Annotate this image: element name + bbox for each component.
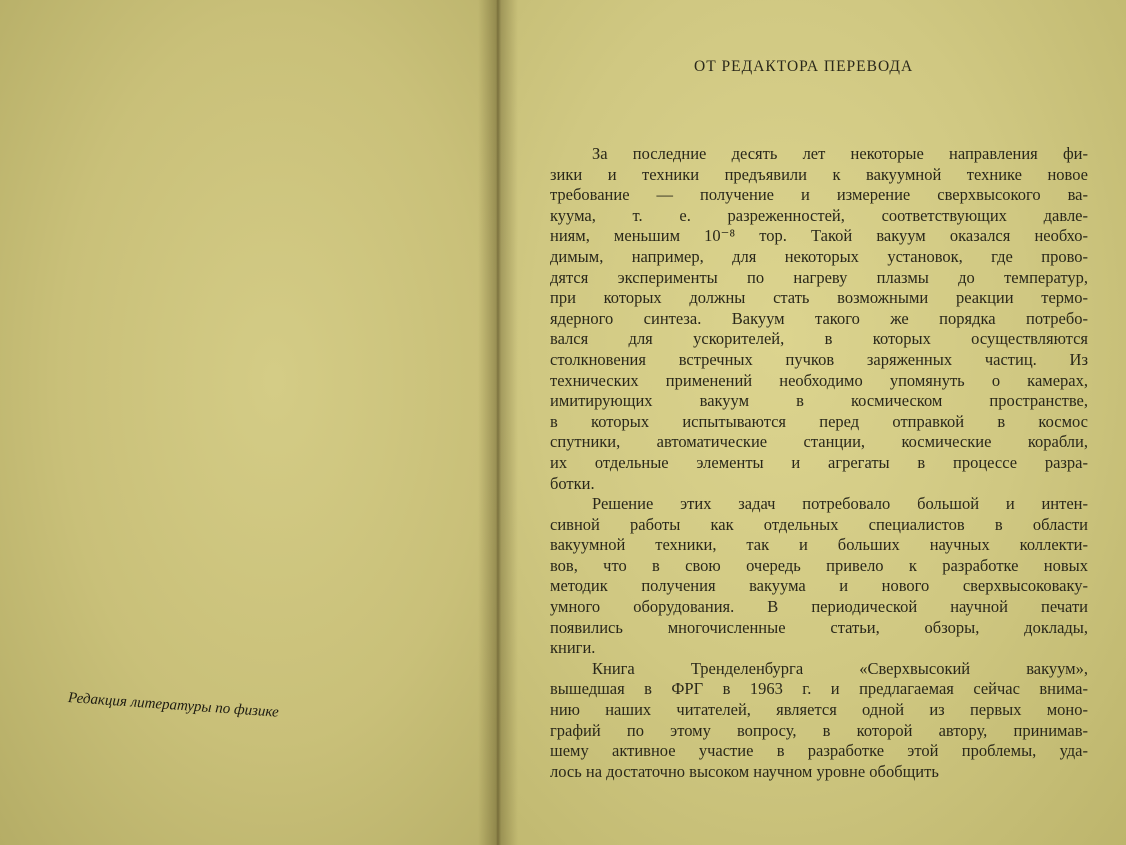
text-line: появились многочисленные статьи, обзоры, доклады, bbox=[550, 617, 1088, 637]
body-text bbox=[550, 144, 1088, 782]
text-line: димым, например, для некоторых установок, где прово- bbox=[550, 246, 1088, 266]
text-line: графий по этому вопросу, в которой автору, принимав- bbox=[550, 720, 1088, 740]
text-line: вался для ускорителей, в которых осуществляются bbox=[550, 329, 1088, 349]
text-line: вышедшая в ФРГ в 1963 г. и предлагаемая сейчас внима- bbox=[550, 679, 1088, 699]
text-line: ниям, меньшим 10⁻⁸ тор. Такой вакуум оказался необхо- bbox=[550, 226, 1088, 246]
paragraph bbox=[550, 494, 1088, 659]
text-line: лось на достаточно высоком научном уровне обобщить bbox=[550, 761, 939, 781]
text-line: имитирующих вакуум в космическом пространстве, bbox=[550, 391, 1088, 411]
text-line: вов, что в свою очередь привело к разработке новых bbox=[550, 555, 1088, 575]
text-line: умного оборудования. В периодической научной печати bbox=[550, 597, 1088, 617]
text-line: в которых испытываются перед отправкой в космос bbox=[550, 411, 1088, 431]
text-line: методик получения вакуума и нового сверхвысоковаку- bbox=[550, 576, 1088, 596]
text-line: дятся эксперименты по нагреву плазмы до температур, bbox=[550, 267, 1088, 287]
text-line: шему активное участие в разработке этой проблемы, уда- bbox=[550, 741, 1088, 761]
text-line: ботки. bbox=[550, 473, 595, 493]
text-line: зики и техники предъявили к вакуумной технике новое bbox=[550, 164, 1088, 184]
text-line: Решение этих задач потребовало большой и интен- bbox=[592, 494, 1088, 514]
text-line: вакуумной техники, так и больших научных коллекти- bbox=[550, 535, 1088, 555]
text-line: требование — получение и измерение сверхвысокого ва- bbox=[550, 185, 1088, 205]
text-line: нию наших читателей, является одной из первых моно- bbox=[550, 700, 1088, 720]
text-line: сивной работы как отдельных специалистов в области bbox=[550, 514, 1088, 534]
paragraph bbox=[550, 144, 1088, 494]
paragraph bbox=[550, 659, 1088, 783]
text-line: столкновения встречных пучков заряженных частиц. Из bbox=[550, 349, 1088, 369]
text-line: За последние десять лет некоторые направления фи- bbox=[592, 144, 1088, 163]
running-head: ОТ РЕДАКТОРА ПЕРЕВОДА bbox=[694, 58, 914, 75]
text-line: их отдельные элементы и агрегаты в процессе разра- bbox=[550, 452, 1088, 472]
text-line: ядерного синтеза. Вакуум такого же порядка потребо- bbox=[550, 308, 1088, 328]
text-line: Книга Тренделенбурга «Сверхвысокий вакуум», bbox=[592, 658, 1088, 678]
text-line: при которых должны стать возможными реакции термо- bbox=[550, 288, 1088, 308]
left-page bbox=[0, 0, 498, 845]
text-line: технических применений необходимо упомянуть о камерах, bbox=[550, 370, 1088, 390]
book-gutter bbox=[478, 0, 518, 845]
text-line: спутники, автоматические станции, космические корабли, bbox=[550, 432, 1088, 452]
text-line: куума, т. е. разреженностей, соответствующих давле- bbox=[550, 205, 1088, 225]
right-page bbox=[498, 0, 1126, 845]
publisher-imprint: Редакция литературы по физике bbox=[67, 690, 280, 721]
text-line: книги. bbox=[550, 638, 596, 658]
